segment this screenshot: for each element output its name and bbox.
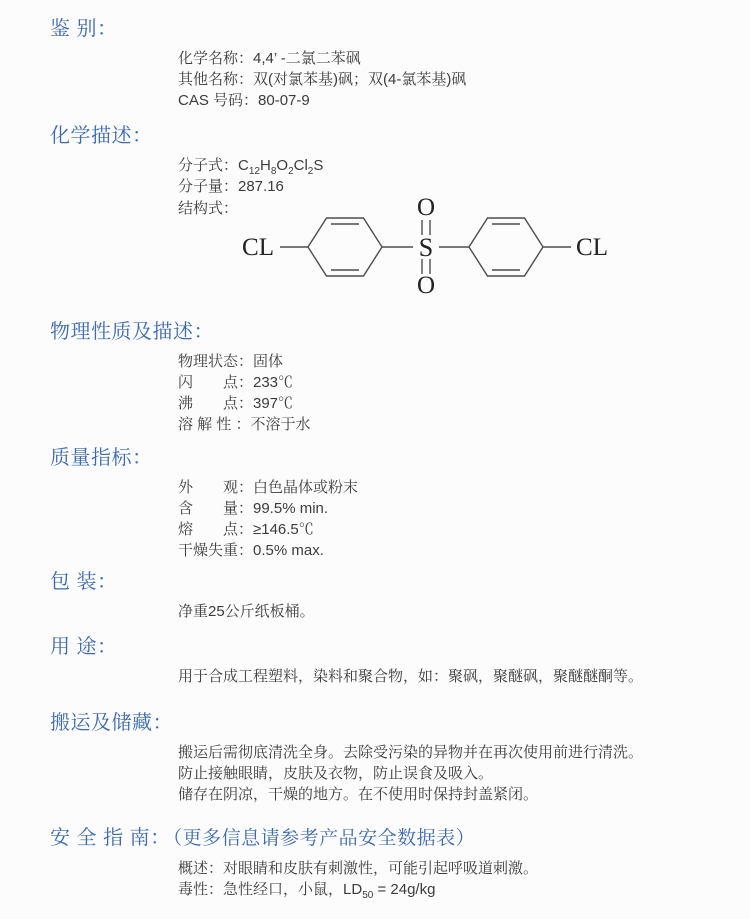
molecular-formula-line (178, 155, 712, 176)
toxicity-line: 毒性：急性经口，小鼠，$LD_{50} = 24g/kg$ (178, 881, 436, 901)
section-safety-guide (50, 825, 712, 900)
handling-contact-line: 防止接触眼睛，皮肤及衣物，防止误食及吸入。 (178, 765, 494, 782)
physical-properties-content (178, 351, 712, 435)
formula-label: 分子式： (178, 157, 239, 174)
appearance-line: 外 观：白色晶体或粉末 (178, 479, 359, 496)
other-names-line: 其他名称：双(对氯苯基)砜；双(4-氯苯基)砜 (178, 71, 467, 88)
packaging-line: 净重25公斤纸板桶。 (178, 603, 315, 620)
loss-on-drying-line: 干燥失重：0.5% max. (178, 542, 324, 559)
section-physical-properties (50, 319, 712, 435)
handling-wash-line: 搬运后需彻底清洗全身。去除受污染的异物并在再次使用前进行清洗。 (178, 744, 644, 761)
packaging-content (178, 601, 712, 622)
boiling-point-line: 沸 点：397℃ (178, 395, 294, 412)
solubility-line: 溶 解 性 ：不溶于水 (178, 416, 311, 433)
section-handling-storage (50, 710, 712, 805)
sulfur-atom-label: S (418, 233, 434, 262)
storage-condition-line: 储存在阴凉，干燥的地方。在不使用时保持封盖紧闭。 (178, 786, 539, 803)
chemical-name-line: 化学名称：4,4’ -二氯二苯砜 (178, 50, 361, 67)
flash-point-line: 闪 点：233℃ (178, 374, 294, 391)
section-usage (50, 634, 712, 687)
handling-storage-content (178, 742, 712, 805)
benzene-ring-left (308, 218, 382, 276)
molecular-weight-line: 分子量：287.16 (178, 178, 284, 195)
safety-guide-note: （更多信息请参考产品安全数据表） (172, 828, 476, 849)
safety-overview-line: 概述：对眼睛和皮肤有刺激性，可能引起呼吸道刺激。 (178, 860, 539, 877)
identification-content (178, 48, 712, 111)
section-packaging (50, 569, 712, 622)
usage-line: 用于合成工程塑料，染料和聚合物，如：聚砜，聚醚砜，聚醚醚酮等。 (178, 668, 644, 685)
chemical-description-content (178, 155, 712, 296)
section-chemical-description (50, 123, 712, 296)
assay-line: 含 量：99.5% min. (178, 500, 329, 517)
structure-diagram (240, 194, 612, 296)
usage-heading: 用 途： (50, 636, 118, 658)
oxygen-top-label: O (416, 194, 436, 221)
section-identification (50, 16, 712, 111)
packaging-heading: 包 装： (50, 571, 118, 593)
section-quality-specs (50, 445, 712, 561)
chlorine-right-label: CL (576, 234, 608, 261)
usage-content (178, 666, 712, 687)
safety-guide-title: 安 全 指 南： (50, 827, 171, 849)
oxygen-bottom-label: O (416, 272, 436, 296)
physical-state-line: 物理状态：固体 (178, 353, 284, 370)
molecular-formula: $C_{12}H_8O_2Cl_2S$ (238, 157, 324, 177)
chlorine-left-label: CL (242, 234, 274, 261)
identification-heading: 鉴 别： (50, 18, 118, 40)
physical-properties-heading: 物理性质及描述： (50, 321, 214, 343)
structure-row (178, 194, 712, 296)
safety-guide-content (178, 858, 712, 900)
benzene-ring-right (469, 218, 543, 276)
ld50-subscript: 50 (362, 890, 374, 901)
handling-storage-heading: 搬运及储藏： (50, 712, 173, 734)
cas-number-line: CAS 号码：80-07-9 (178, 92, 310, 109)
quality-specs-heading: 质量指标： (50, 447, 153, 469)
melting-point-line: 熔 点：≥146.5℃ (178, 521, 314, 538)
safety-guide-heading (50, 825, 712, 852)
quality-specs-content (178, 477, 712, 561)
chemical-description-heading: 化学描述： (50, 125, 153, 147)
structure-label: 结构式： (178, 200, 239, 217)
